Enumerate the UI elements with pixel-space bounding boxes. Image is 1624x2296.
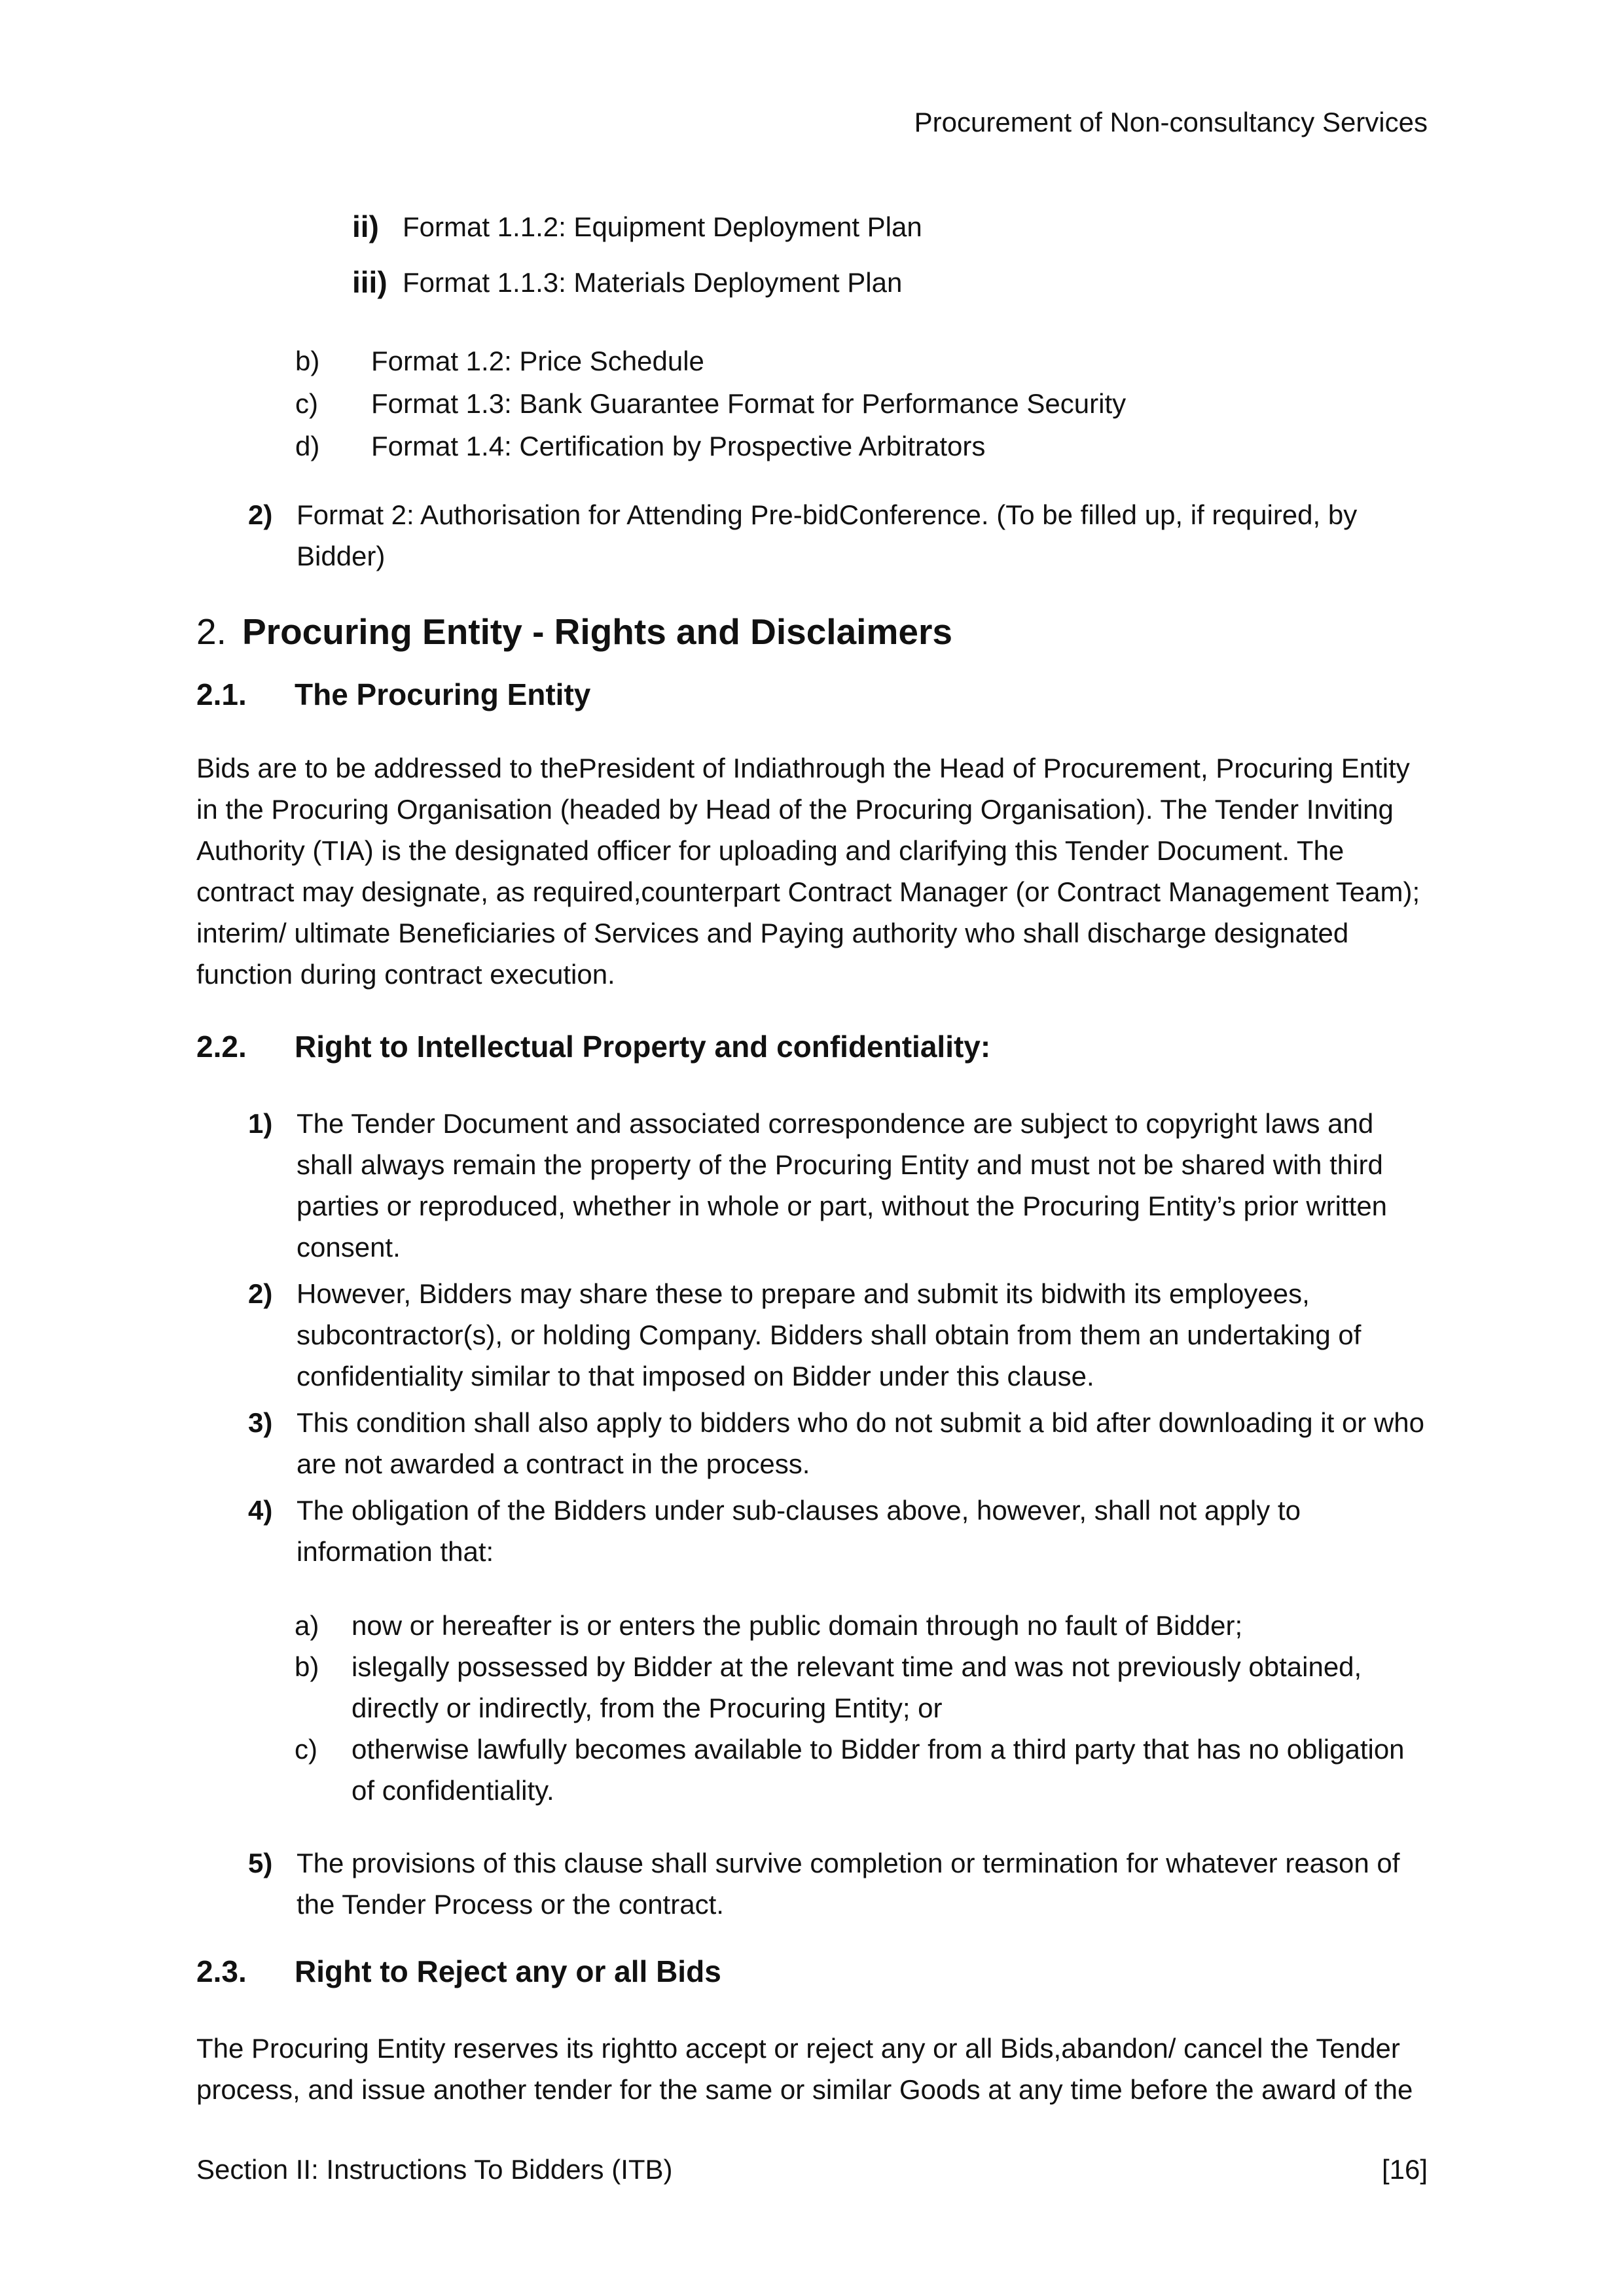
subsection-title: Right to Reject any or all Bids <box>295 1954 721 1988</box>
subsection-number: 2.3. <box>196 1954 247 1988</box>
clause-item-1 <box>196 1103 1428 1268</box>
list-marker: 1) <box>248 1108 273 1139</box>
clause-item-2 <box>196 1273 1428 1397</box>
list-item-roman-iii <box>196 262 1428 303</box>
sub-item-a <box>196 1605 1428 1646</box>
list-marker: c) <box>295 1734 317 1765</box>
footer-page-number: [16] <box>1381 2154 1428 2185</box>
list-item-text: The obligation of the Bidders under sub-clauses above, however, shall not apply to information that: <box>297 1495 1301 1567</box>
subsection-title: Right to Intellectual Property and confidentiality: <box>295 1030 991 1064</box>
subsection-number: 2.1. <box>196 677 247 711</box>
footer-section-label: Section II: Instructions To Bidders (ITB) <box>196 2154 673 2185</box>
list-marker: 5) <box>248 1848 273 1878</box>
format-alpha-list <box>196 340 1428 467</box>
list-item-text: The provisions of this clause shall survive completion or termination for whatever reason of the Tender Process or the contract. <box>297 1848 1400 1920</box>
clause-item-3 <box>196 1402 1428 1484</box>
subsection-heading-2-2 <box>196 1026 1428 1067</box>
list-item-text: However, Bidders may share these to prepare and submit its bidwith its employees, subcontractor(s), or holding Company. Bidders shall obtain from them an undertaking of confidentiality similar to that imposed on Bidder under this clause. <box>297 1278 1362 1391</box>
list-marker: b) <box>295 346 320 376</box>
list-item-format-2 <box>196 494 1428 577</box>
list-item-text: islegally possessed by Bidder at the relevant time and was not previously obtained, directly or indirectly, from the Procuring Entity; or <box>352 1651 1362 1723</box>
list-item-c <box>196 383 1428 424</box>
format-roman-list <box>196 206 1428 303</box>
list-item-d <box>196 425 1428 467</box>
section-title: Procuring Entity - Rights and Disclaimers <box>242 611 952 652</box>
list-item-text: Format 1.2: Price Schedule <box>371 346 704 376</box>
list-item-text: Format 1.1.3: Materials Deployment Plan <box>403 267 903 298</box>
subsection-heading-2-1 <box>196 674 1428 715</box>
subsection-title: The Procuring Entity <box>295 677 591 711</box>
list-marker: 2) <box>248 1278 273 1309</box>
subsection-number: 2.2. <box>196 1030 247 1064</box>
clause-item-5 <box>196 1842 1428 1925</box>
clause-numbered-list <box>196 1103 1428 1572</box>
paragraph-2-3-body: The Procuring Entity reserves its rightto accept or reject any or all Bids,abandon/ cancel the Tender process, and issue another tender for the same or similar Goods at any time before the award of the <box>196 2033 1413 2105</box>
list-marker: ii) <box>352 209 379 243</box>
clause-sub-alpha-list <box>196 1605 1428 1811</box>
list-item-text: The Tender Document and associated correspondence are subject to copyright laws and shall always remain the property of the Procuring Entity and must not be shared with third parties or reproduced, whether in whole or part, without the Procuring Entity’s prior written consent. <box>297 1108 1388 1263</box>
page-footer <box>196 2149 1428 2190</box>
list-marker: a) <box>295 1610 319 1641</box>
list-item-text: Format 1.4: Certification by Prospective Arbitrators <box>371 431 986 461</box>
paragraph-2-1-body: Bids are to be addressed to thePresident of Indiathrough the Head of Procurement, Procuring Entity in the Procuring Organisation (headed by Head of the Procuring Organisation). The Tender Inviting Authority (TIA) is the designated officer for uploading and clarifying this Tender Document. The contract may designate, as required,counterpart Contract Manager (or Contract Management Team); interim/ ultimate Beneficiaries of Services and Paying authority who shall discharge designated function during contract execution. <box>196 753 1420 990</box>
page-header-running-title: Procurement of Non-consultancy Services <box>914 107 1428 137</box>
list-item-text: Format 2: Authorisation for Attending Pre-bidConference. (To be filled up, if required, by Bidder) <box>297 499 1358 571</box>
sub-item-c <box>196 1729 1428 1811</box>
list-marker: 4) <box>248 1495 273 1526</box>
list-item-text: Format 1.3: Bank Guarantee Format for Performance Security <box>371 388 1127 419</box>
list-item-roman-ii <box>196 206 1428 247</box>
list-marker: 3) <box>248 1407 273 1438</box>
list-item-b <box>196 340 1428 382</box>
section-heading-2 <box>196 609 1428 655</box>
list-marker: iii) <box>352 265 388 299</box>
section-number: 2. <box>196 611 226 652</box>
list-item-text: Format 1.1.2: Equipment Deployment Plan <box>403 211 922 242</box>
list-marker: b) <box>295 1651 319 1682</box>
list-marker: d) <box>295 431 320 461</box>
clause-item-4 <box>196 1490 1428 1572</box>
list-marker: c) <box>295 388 318 419</box>
list-item-text: otherwise lawfully becomes available to Bidder from a third party that has no obligation of confidentiality. <box>352 1734 1405 1806</box>
subsection-heading-2-3 <box>196 1951 1428 1992</box>
list-item-text: This condition shall also apply to bidders who do not submit a bid after downloading it or who are not awarded a contract in the process. <box>297 1407 1425 1479</box>
list-item-text: now or hereafter is or enters the public domain through no fault of Bidder; <box>352 1610 1243 1641</box>
list-marker: 2) <box>248 499 273 530</box>
sub-item-b <box>196 1646 1428 1729</box>
